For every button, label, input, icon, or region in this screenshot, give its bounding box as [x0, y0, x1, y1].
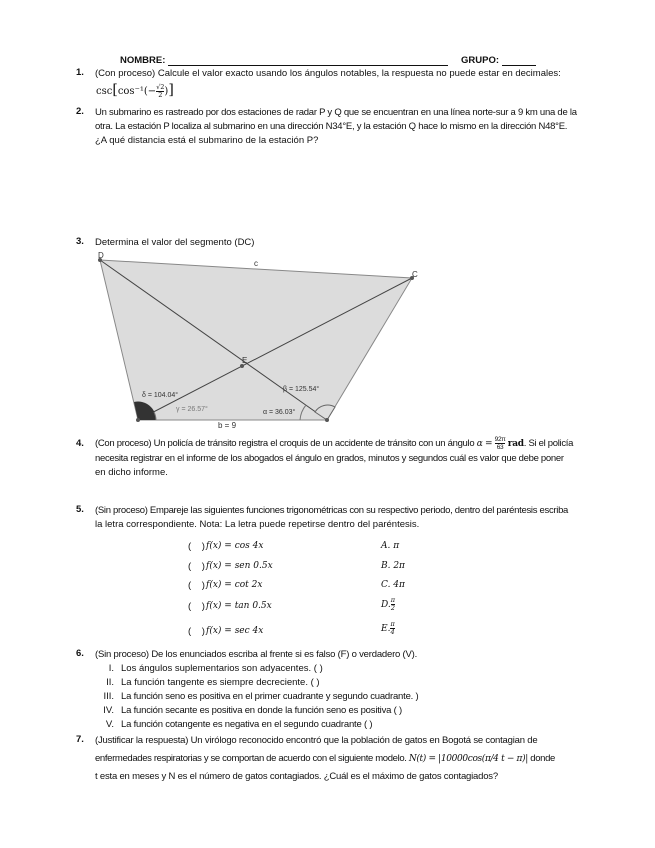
label-D: D [98, 251, 104, 260]
q5-option-e-letter: E. [381, 624, 391, 634]
q6-roman: IV. [103, 705, 114, 716]
q6-roman: I. [108, 663, 114, 674]
q5-function: f(x) = sen 0.5x [206, 561, 273, 571]
q1-inner: cos⁻¹(− [117, 86, 157, 97]
label-beta: β = 125.54° [283, 386, 320, 393]
q4-line1 [95, 436, 619, 451]
q4-line1-end: . Si el policía [523, 438, 574, 450]
q5-option [381, 621, 395, 636]
q6-roman: V. [105, 719, 114, 730]
q4-unit: rad [507, 439, 524, 450]
q4-line3: en dicho informe. [95, 467, 168, 478]
q5-blank[interactable]: ( ) [188, 561, 205, 572]
q5-function: f(x) = tan 0.5x [206, 601, 272, 611]
group-blank[interactable] [502, 65, 536, 66]
q6-statement: La función tangente es siempre decreciente. ( ) [121, 677, 320, 688]
name-label: NOMBRE: [120, 55, 166, 66]
q1-fraction: $\frac{√2}{2}$ [156, 83, 165, 99]
q5-blank[interactable]: ( ) [188, 541, 205, 552]
q5-function: f(x) = cot 2x [206, 580, 263, 590]
q5-option-d-fraction: $\frac{\pi}{2}$ [390, 596, 396, 612]
q6-statement: La función cotangente es negativa en el segundo cuadrante ( ) [121, 719, 373, 730]
q1-number: 1. [76, 67, 84, 78]
q4-alpha: α = [476, 439, 493, 450]
label-alpha: α = 36.03° [263, 409, 296, 416]
q5-line2: la letra correspondiente. Nota: La letra puede repetirse dentro del paréntesis. [95, 519, 420, 530]
q4-number: 4. [76, 438, 84, 449]
q7-line2-end: donde [530, 753, 555, 764]
q6-roman: II. [106, 677, 114, 688]
q7-line2-start: enfermedades respiratorias y se comportan de acuerdo con el siguiente modelo. [95, 753, 407, 764]
q5-blank[interactable]: ( ) [188, 580, 205, 591]
q5-number: 5. [76, 504, 84, 515]
q5-option: B. 2π [381, 561, 405, 571]
q6-statement: Los ángulos suplementarios son adyacentes. ( ) [121, 663, 323, 674]
group-label: GRUPO: [461, 55, 499, 66]
q7-model-formula: N(t) = |10000cos(π/4 t − π)| [408, 754, 528, 764]
q5-blank[interactable]: ( ) [188, 601, 205, 612]
q7-number: 7. [76, 734, 84, 745]
q1-close: ) [164, 86, 169, 97]
q5-option: C. 4π [381, 580, 405, 590]
q5-option-e-fraction: $\frac{\pi}{4}$ [390, 620, 395, 636]
q5-option: A. π [381, 541, 400, 551]
q6-intro: (Sin proceso) De los enunciados escriba al frente si es falso (F) o verdadero (V). [95, 649, 418, 660]
point-A [136, 418, 140, 422]
q6-roman: III. [103, 691, 114, 702]
q7-line3: t esta en meses y N es el número de gatos contagiados. ¿Cuál es el máximo de gatos contagiados? [95, 771, 498, 782]
label-C: C [412, 270, 418, 279]
q1-text: (Con proceso) Calcule el valor exacto usando los ángulos notables, la respuesta no puede estar en decimales: [95, 68, 561, 79]
q2-line3: ¿A qué distancia está el submarino de la estación P? [95, 135, 319, 146]
q6-statement: La función seno es positiva en el primer cuadrante y segundo cuadrante. ) [121, 691, 419, 702]
label-c: c [254, 259, 258, 268]
q3-number: 3. [76, 236, 84, 247]
q7-line1: (Justificar la respuesta) Un virólogo reconocido encontró que la población de gatos en Bogotá se contagian de [95, 735, 538, 746]
q2-line2: otra. La estación P localiza al submarino en una dirección N34°E, y la estación Q hace lo mismo en la dirección N48°E. [95, 121, 568, 132]
q2-line1: Un submarino es rastreado por dos estaciones de radar P y Q que se encuentran en una línea norte-sur a 9 km una de la [95, 107, 577, 118]
q6-statement: La función secante es positiva en donde la función seno es positiva ( ) [121, 705, 403, 716]
q5-blank[interactable]: ( ) [188, 626, 205, 637]
q5-option [381, 597, 395, 612]
q4-line1-start: (Con proceso) Un policía de tránsito registra el croquis de un accidente de tránsito con un ángulo [95, 438, 475, 450]
q1-expression: csc[cos⁻¹(− $\frac{√2}{2}$ )] [96, 82, 174, 99]
q5-function: f(x) = sec 4x [206, 626, 264, 636]
label-E: E [242, 356, 248, 365]
q3-text: Determina el valor del segmento (DC) [95, 237, 255, 248]
q4-line2: necesita registrar en el informe de los abogados el ángulo en grados, minutos y segundos cuál es valor que debe poner [95, 453, 564, 464]
q5-function: f(x) = cos 4x [206, 541, 264, 551]
q5-option-d-letter: D. [381, 600, 391, 610]
q6-number: 6. [76, 648, 84, 659]
point-B [325, 418, 329, 422]
label-b: b = 9 [218, 421, 237, 430]
q4-fraction: $\frac{92\pi}{63}$ [494, 436, 506, 451]
q1-csc: csc [96, 86, 113, 97]
q3-figure [90, 250, 430, 430]
q7-line2 [95, 752, 619, 766]
name-blank[interactable] [168, 65, 448, 66]
q2-number: 2. [76, 106, 84, 117]
q5-line1: (Sin proceso) Empareje las siguientes funciones trigonométricas con su respectivo periodo, dentro del paréntesis escriba [95, 505, 569, 516]
label-gamma: γ = 26.57° [176, 406, 208, 413]
label-delta: δ = 104.04° [142, 392, 179, 399]
